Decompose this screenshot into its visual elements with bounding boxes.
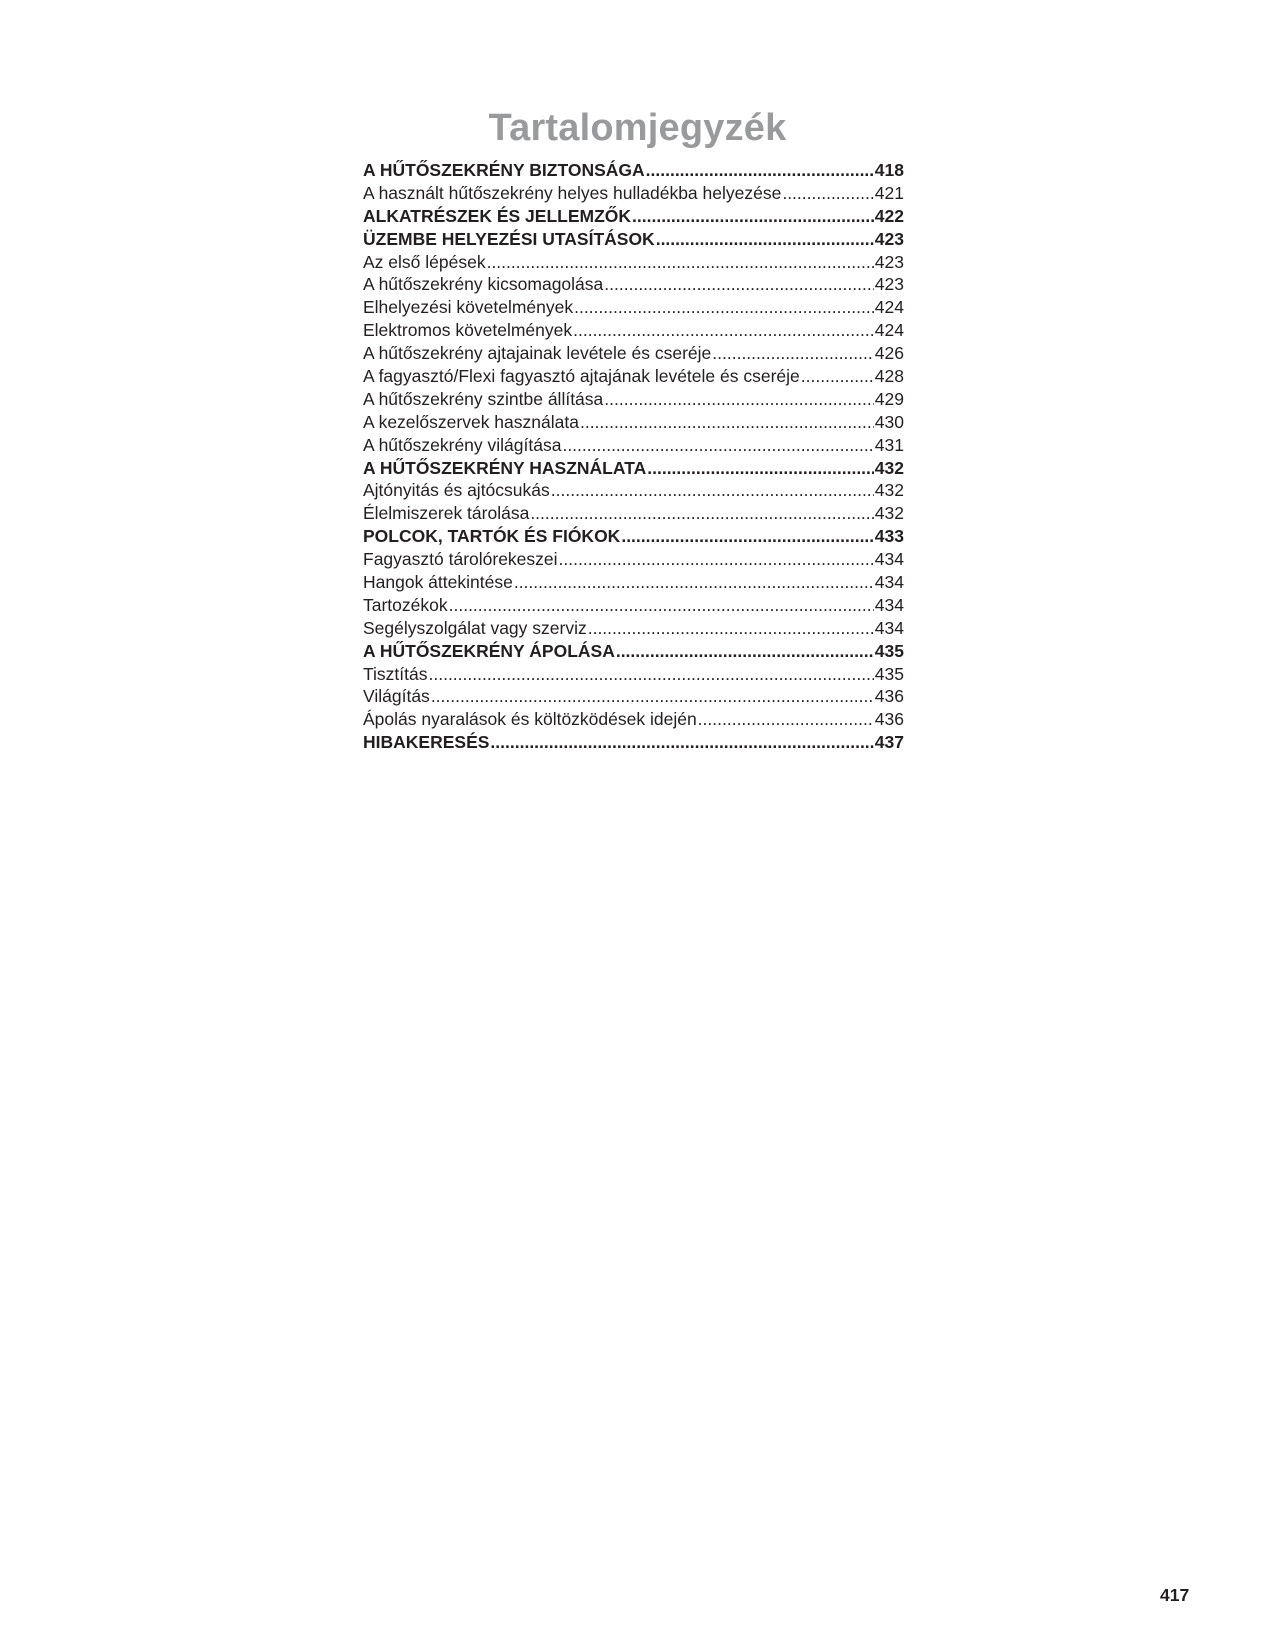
table-of-contents — [363, 159, 904, 754]
toc-section-entry[interactable] — [363, 205, 904, 228]
toc-entry-page: 432 — [874, 503, 904, 524]
toc-entry-page: 434 — [874, 617, 904, 638]
dot-leader — [574, 296, 874, 319]
dot-leader — [514, 571, 874, 594]
dot-leader — [782, 182, 873, 205]
toc-entry-title: A kezelőszervek használata — [363, 411, 579, 432]
toc-entry-page: 423 — [874, 251, 904, 272]
toc-entry-page: 434 — [874, 594, 904, 615]
toc-entry-title: Elektromos követelmények — [363, 320, 573, 341]
dot-leader — [573, 319, 874, 342]
toc-entry-page: 418 — [874, 160, 904, 180]
toc-entry-title: Ajtónyitás és ajtócsukás — [363, 480, 550, 501]
dot-leader — [551, 479, 874, 502]
dot-leader — [656, 228, 874, 251]
dot-leader — [449, 594, 874, 617]
toc-entry[interactable] — [363, 434, 904, 457]
toc-entry-title: A használt hűtőszekrény helyes hulladékba helyezése — [363, 182, 782, 203]
dot-leader — [588, 617, 874, 640]
toc-entry-page: 421 — [874, 182, 904, 203]
dot-leader — [530, 502, 873, 525]
dot-leader — [801, 365, 874, 388]
toc-entry[interactable] — [363, 388, 904, 411]
toc-entry[interactable] — [363, 479, 904, 502]
dot-leader — [431, 685, 874, 708]
dot-leader — [604, 388, 874, 411]
toc-entry[interactable] — [363, 411, 904, 434]
toc-entry-page: 436 — [874, 709, 904, 730]
toc-entry-page: 423 — [874, 274, 904, 295]
toc-section-entry[interactable] — [363, 228, 904, 251]
toc-entry-title: HIBAKERESÉS — [363, 732, 490, 753]
toc-entry[interactable] — [363, 296, 904, 319]
dot-leader — [562, 434, 873, 457]
toc-entry[interactable] — [363, 548, 904, 571]
dot-leader — [429, 663, 874, 686]
toc-entry-title: A hűtőszekrény kicsomagolása — [363, 274, 604, 295]
toc-entry-title: A HŰTŐSZEKRÉNY ÁPOLÁSA — [363, 640, 615, 661]
toc-entry-title: ÜZEMBE HELYEZÉSI UTASÍTÁSOK — [363, 228, 655, 249]
toc-entry[interactable] — [363, 594, 904, 617]
toc-entry-page: 430 — [874, 411, 904, 432]
toc-entry-title: Elhelyezési követelmények — [363, 297, 574, 318]
toc-entry-title: ALKATRÉSZEK ÉS JELLEMZŐK — [363, 205, 632, 226]
toc-entry[interactable] — [363, 663, 904, 686]
dot-leader — [580, 411, 874, 434]
toc-entry-page: 429 — [874, 388, 904, 409]
toc-entry-page: 428 — [874, 366, 904, 387]
toc-entry-page: 433 — [874, 526, 904, 547]
toc-entry-title: Segélyszolgálat vagy szerviz — [363, 617, 587, 638]
page-number: 417 — [1160, 1585, 1190, 1605]
toc-entry-title: A HŰTŐSZEKRÉNY HASZNÁLATA — [363, 457, 647, 478]
toc-entry-page: 423 — [874, 228, 904, 249]
toc-section-entry[interactable] — [363, 159, 904, 182]
toc-entry-title: Élelmiszerek tárolása — [363, 503, 530, 524]
toc-entry-page: 437 — [874, 732, 904, 753]
toc-section-entry[interactable] — [363, 640, 904, 663]
toc-section-entry[interactable] — [363, 731, 904, 754]
toc-entry-title: A hűtőszekrény világítása — [363, 434, 562, 455]
toc-entry-page: 424 — [874, 320, 904, 341]
toc-entry-title: Ápolás nyaralások és költözködések idején — [363, 709, 697, 730]
toc-section-entry[interactable] — [363, 525, 904, 548]
toc-entry-title: A hűtőszekrény ajtajainak levétele és cseréje — [363, 343, 712, 364]
toc-entry-page: 435 — [874, 663, 904, 684]
toc-entry-page: 434 — [874, 572, 904, 593]
toc-entry-title: Fagyasztó tárolórekeszei — [363, 549, 558, 570]
toc-entry-title: Tisztítás — [363, 663, 428, 684]
toc-entry-page: 434 — [874, 549, 904, 570]
toc-entry[interactable] — [363, 342, 904, 365]
dot-leader — [487, 251, 874, 274]
dot-leader — [616, 640, 874, 663]
toc-entry-page: 422 — [874, 205, 904, 226]
toc-entry-page: 432 — [874, 457, 904, 478]
toc-entry-page: 426 — [874, 343, 904, 364]
dot-leader — [559, 548, 874, 571]
dot-leader — [490, 731, 873, 754]
toc-entry[interactable] — [363, 617, 904, 640]
toc-section-entry[interactable] — [363, 457, 904, 480]
toc-entry-title: Az első lépések — [363, 251, 486, 272]
toc-entry-page: 424 — [874, 297, 904, 318]
toc-entry-title: Tartozékok — [363, 594, 448, 615]
toc-entry-title: POLCOK, TARTÓK ÉS FIÓKOK — [363, 526, 621, 547]
toc-entry[interactable] — [363, 685, 904, 708]
dot-leader — [621, 525, 873, 548]
dot-leader — [632, 205, 874, 228]
toc-entry[interactable] — [363, 273, 904, 296]
page-title: Tartalomjegyzék — [488, 107, 787, 149]
dot-leader — [712, 342, 874, 365]
toc-entry-title: Világítás — [363, 686, 430, 707]
toc-entry[interactable] — [363, 251, 904, 274]
toc-entry-page: 431 — [874, 434, 904, 455]
toc-entry-title: Hangok áttekintése — [363, 572, 513, 593]
toc-entry[interactable] — [363, 708, 904, 731]
toc-entry-title: A fagyasztó/Flexi fagyasztó ajtajának levétele és cseréje — [363, 366, 800, 387]
toc-entry-title: A hűtőszekrény szintbe állítása — [363, 388, 604, 409]
toc-entry-page: 436 — [874, 686, 904, 707]
toc-entry-page: 432 — [874, 480, 904, 501]
dot-leader — [604, 273, 874, 296]
toc-entry[interactable] — [363, 319, 904, 342]
dot-leader — [698, 708, 874, 731]
dot-leader — [646, 159, 874, 182]
toc-entry-page: 435 — [874, 640, 904, 661]
toc-entry[interactable] — [363, 502, 904, 525]
toc-entry-title: A HŰTŐSZEKRÉNY BIZTONSÁGA — [363, 160, 645, 180]
toc-entry[interactable] — [363, 365, 904, 388]
toc-entry[interactable] — [363, 571, 904, 594]
toc-entry[interactable] — [363, 182, 904, 205]
dot-leader — [647, 457, 874, 480]
